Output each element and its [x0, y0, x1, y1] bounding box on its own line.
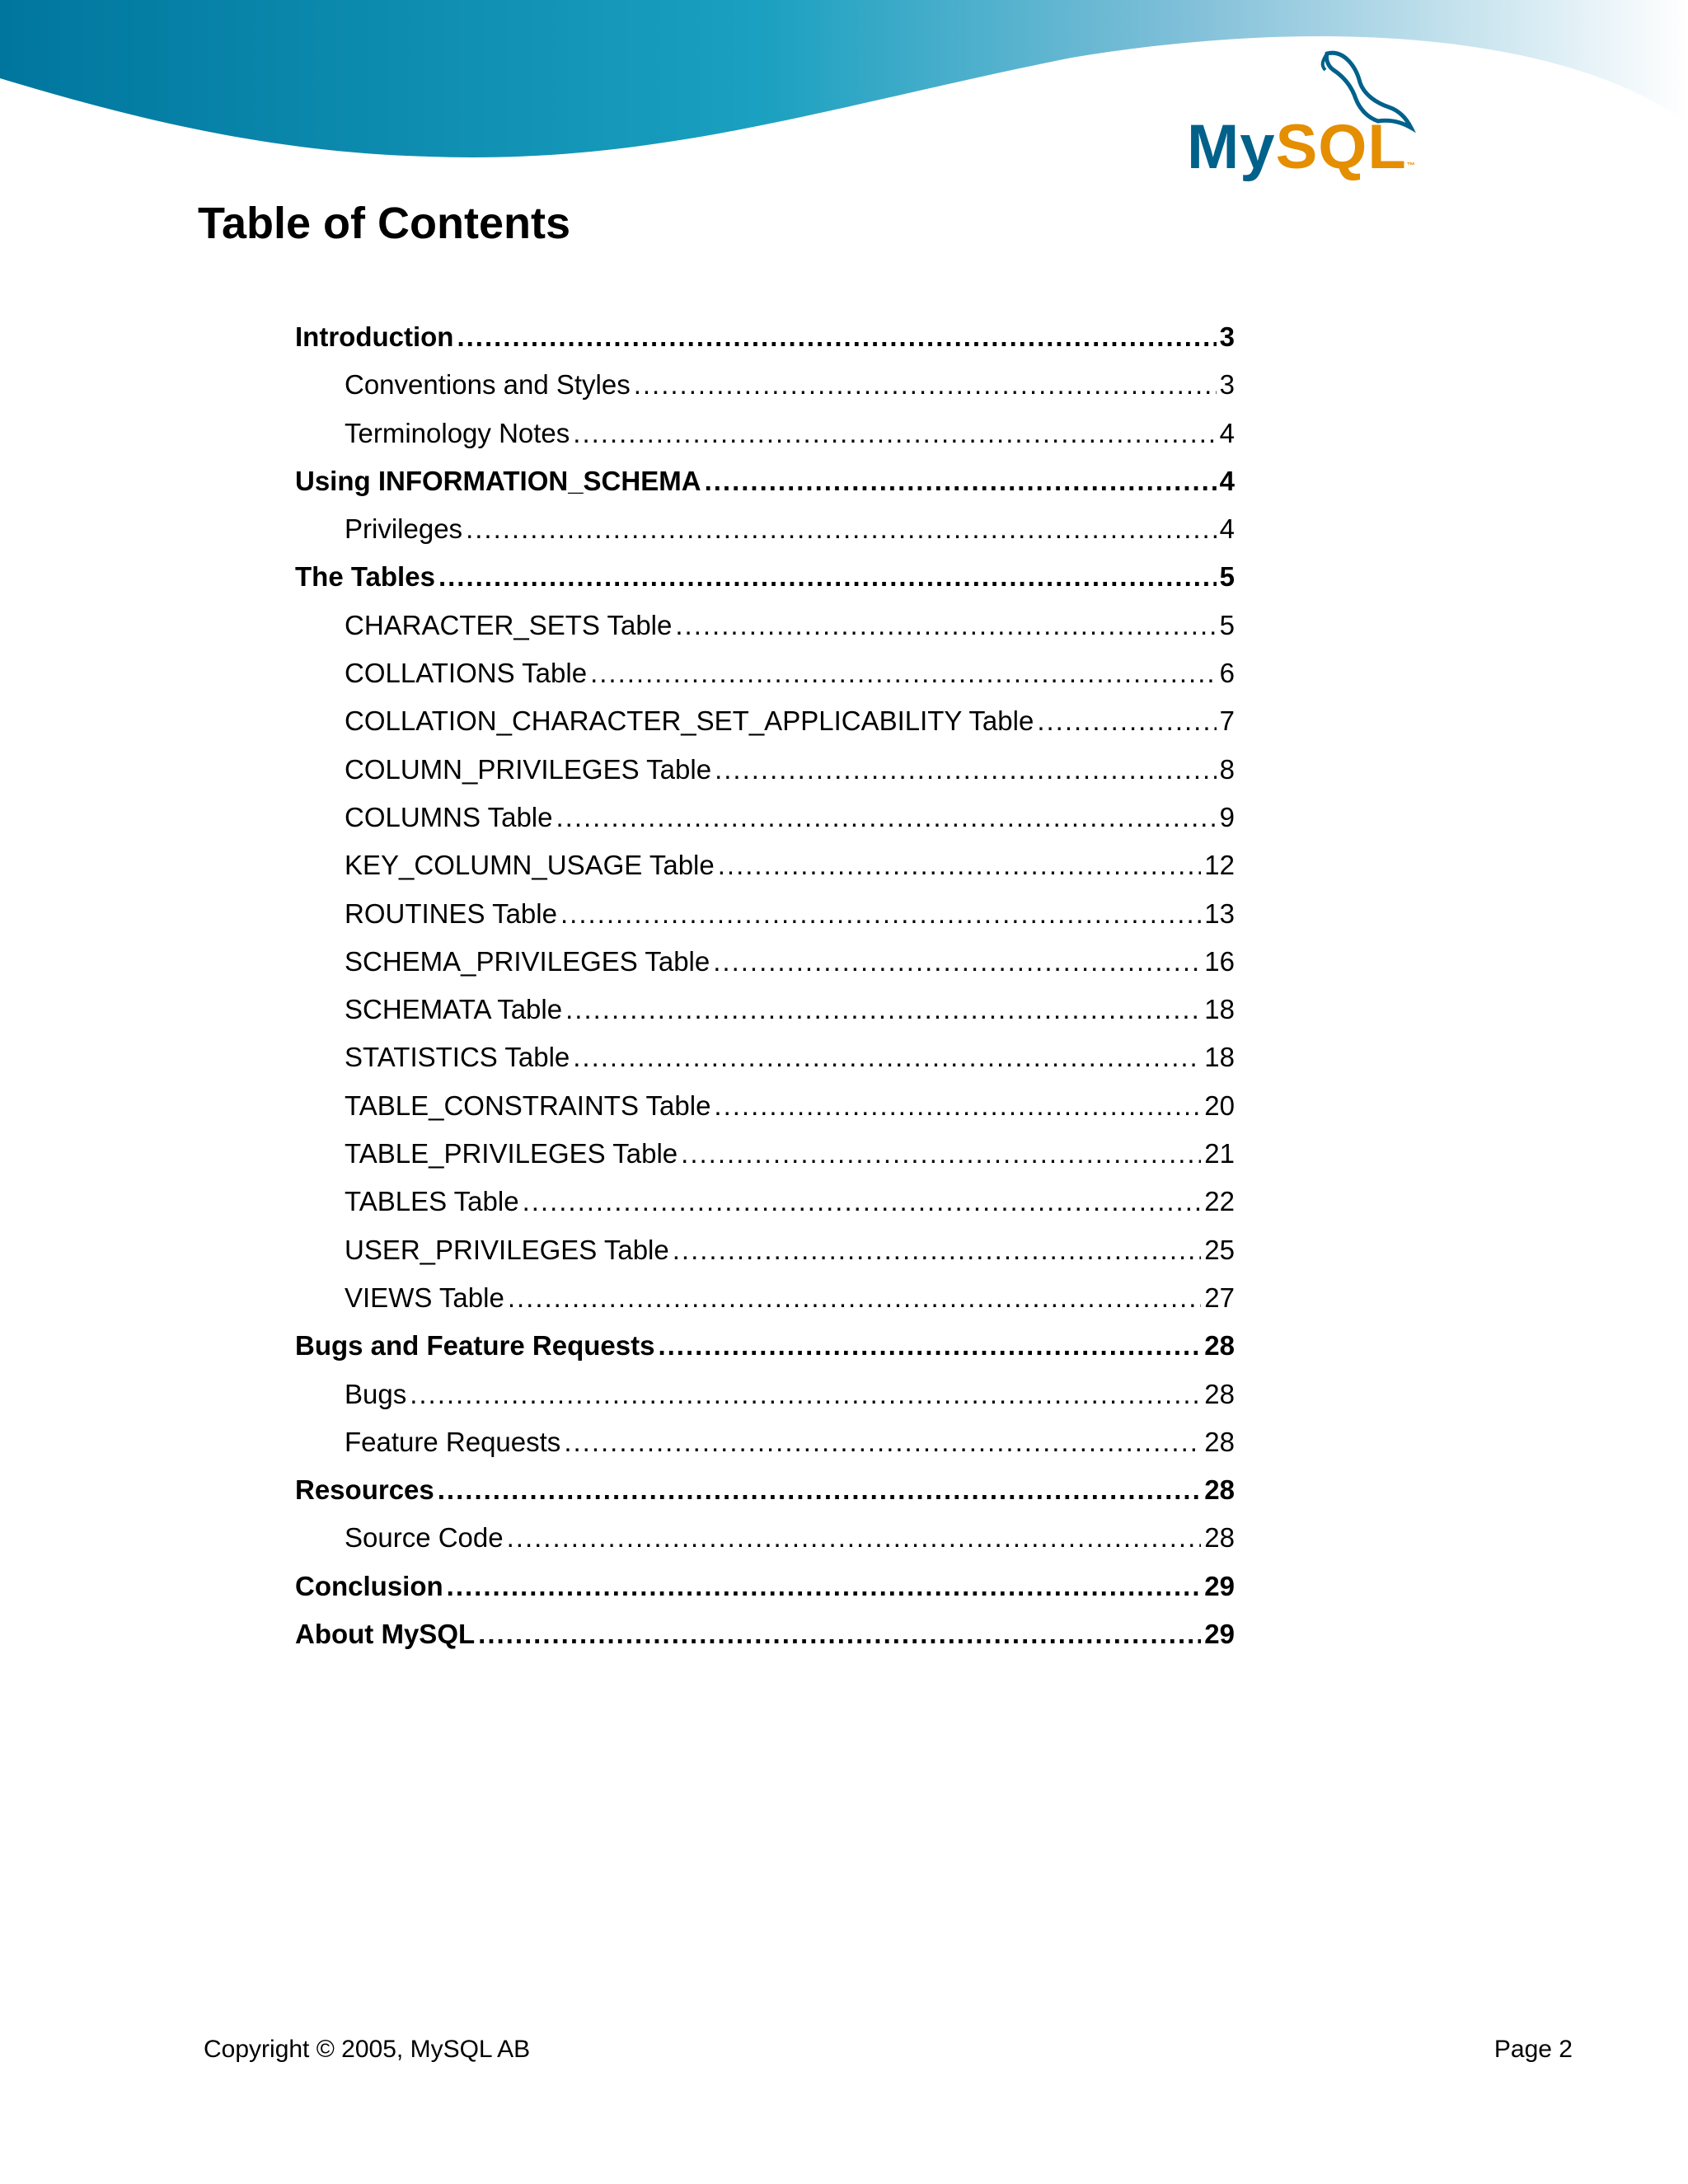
- toc-entry-title: SCHEMA_PRIVILEGES Table: [345, 945, 710, 977]
- toc-leader-dots: [573, 410, 1216, 457]
- toc-entry[interactable]: [295, 1563, 1235, 1610]
- toc-entry[interactable]: [295, 602, 1235, 649]
- logo-my: My: [1187, 112, 1276, 182]
- toc-entry-title: Resources: [295, 1474, 434, 1506]
- toc-entry[interactable]: [295, 1226, 1235, 1274]
- toc-leader-dots: [634, 361, 1217, 409]
- toc-entry-title: Bugs and Feature Requests: [295, 1330, 655, 1361]
- toc-leader-dots: [658, 1322, 1201, 1370]
- toc-entry-page: 29: [1204, 1619, 1235, 1650]
- page-title: Table of Contents: [198, 199, 570, 248]
- toc-leader-dots: [718, 841, 1202, 889]
- toc-leader-dots: [556, 794, 1216, 841]
- toc-entry-page: 3: [1219, 369, 1235, 401]
- toc-entry-title: COLLATIONS Table: [345, 658, 588, 689]
- toc-leader-dots: [478, 1610, 1201, 1658]
- logo-sql: SQL: [1275, 112, 1407, 182]
- toc-entry-page: 5: [1219, 609, 1235, 640]
- toc-entry[interactable]: [295, 746, 1235, 794]
- toc-entry-page: 6: [1219, 658, 1235, 689]
- toc-leader-dots: [507, 1514, 1202, 1562]
- toc-entry-page: 25: [1204, 1234, 1235, 1265]
- toc-entry-title: About MySQL: [295, 1619, 476, 1650]
- toc-entry-page: 20: [1204, 1090, 1235, 1121]
- toc-entry[interactable]: [295, 553, 1235, 601]
- toc-entry-page: 8: [1219, 753, 1235, 785]
- toc-leader-dots: [410, 1371, 1201, 1418]
- footer-page-number: Page 2: [1493, 2036, 1573, 2063]
- toc-entry-title: Bugs: [345, 1378, 407, 1409]
- toc-leader-dots: [466, 505, 1217, 553]
- toc-leader-dots: [1037, 697, 1216, 745]
- toc-entry-page: 5: [1219, 561, 1235, 593]
- toc-entry-page: 18: [1204, 1042, 1235, 1073]
- toc-leader-dots: [573, 1033, 1201, 1081]
- toc-entry-page: 3: [1219, 321, 1235, 352]
- toc-entry-title: Source Code: [345, 1522, 504, 1554]
- toc-entry-page: 29: [1204, 1570, 1235, 1601]
- toc-entry[interactable]: [295, 1274, 1235, 1322]
- toc-entry[interactable]: [295, 1418, 1235, 1466]
- toc-entry-title: KEY_COLUMN_USAGE Table: [345, 850, 715, 881]
- header-wave: [0, 0, 1688, 190]
- toc-entry-page: 9: [1219, 801, 1235, 832]
- toc-entry-page: 4: [1219, 417, 1235, 448]
- toc-leader-dots: [457, 313, 1216, 361]
- toc-entry-page: 28: [1204, 1378, 1235, 1409]
- toc-leader-dots: [438, 553, 1217, 601]
- toc-entry-title: Feature Requests: [345, 1426, 561, 1457]
- toc-leader-dots: [508, 1274, 1201, 1322]
- toc-entry[interactable]: [295, 1178, 1235, 1226]
- toc-entry-title: The Tables: [295, 561, 435, 593]
- toc-entry-page: 4: [1219, 465, 1235, 496]
- toc-entry[interactable]: [295, 1033, 1235, 1081]
- toc-entry[interactable]: [295, 313, 1235, 361]
- toc-entry-page: 28: [1204, 1474, 1235, 1506]
- toc-entry-title: STATISTICS Table: [345, 1042, 570, 1073]
- toc-entry-page: 28: [1204, 1522, 1235, 1554]
- toc-leader-dots: [715, 746, 1217, 794]
- toc-entry-page: 16: [1204, 945, 1235, 977]
- toc-entry[interactable]: [295, 649, 1235, 697]
- toc-entry[interactable]: [295, 794, 1235, 841]
- toc-leader-dots: [438, 1466, 1202, 1514]
- toc-entry-title: SCHEMATA Table: [345, 994, 563, 1025]
- toc-leader-dots: [565, 986, 1201, 1033]
- toc-leader-dots: [447, 1563, 1202, 1610]
- toc-entry-page: 28: [1204, 1330, 1235, 1361]
- toc-entry-title: Using INFORMATION_SCHEMA: [295, 465, 701, 496]
- toc-entry[interactable]: [295, 1610, 1235, 1658]
- logo-tm: ™: [1406, 162, 1416, 171]
- toc-entry[interactable]: [295, 1082, 1235, 1130]
- toc-entry-page: 12: [1204, 850, 1235, 881]
- toc-entry-title: Conclusion: [295, 1570, 443, 1601]
- footer-copyright: Copyright © 2005, MySQL AB: [204, 2036, 531, 2063]
- toc-entry[interactable]: [295, 1514, 1235, 1562]
- toc-leader-dots: [564, 1418, 1201, 1466]
- mysql-logo: [1187, 45, 1434, 182]
- toc-entry-title: COLLATION_CHARACTER_SET_APPLICABILITY Table: [345, 705, 1034, 737]
- toc-leader-dots: [675, 602, 1216, 649]
- toc-leader-dots: [673, 1226, 1202, 1274]
- toc-leader-dots: [714, 1082, 1201, 1130]
- toc-entry[interactable]: [295, 505, 1235, 553]
- toc-entry-page: 28: [1204, 1426, 1235, 1457]
- toc-entry-title: Privileges: [345, 513, 463, 545]
- toc-entry[interactable]: [295, 1322, 1235, 1370]
- toc-leader-dots: [705, 457, 1217, 505]
- toc-entry-title: Conventions and Styles: [345, 369, 631, 401]
- toc-entry-page: 21: [1204, 1138, 1235, 1169]
- toc-entry[interactable]: [295, 697, 1235, 745]
- toc-entry[interactable]: [295, 1130, 1235, 1178]
- toc-entry-title: CHARACTER_SETS Table: [345, 609, 673, 640]
- toc-entry[interactable]: [295, 986, 1235, 1033]
- toc-entry[interactable]: [295, 410, 1235, 457]
- toc-leader-dots: [523, 1178, 1202, 1226]
- table-of-contents: [295, 313, 1235, 1658]
- toc-entry-page: 7: [1219, 705, 1235, 737]
- toc-entry-title: TABLE_CONSTRAINTS Table: [345, 1090, 711, 1121]
- toc-entry-page: 22: [1204, 1186, 1235, 1217]
- toc-entry[interactable]: [295, 890, 1235, 938]
- toc-entry-title: USER_PRIVILEGES Table: [345, 1234, 669, 1265]
- toc-entry[interactable]: [295, 1466, 1235, 1514]
- toc-entry-title: COLUMN_PRIVILEGES Table: [345, 753, 712, 785]
- toc-leader-dots: [713, 938, 1201, 986]
- toc-entry-page: 27: [1204, 1282, 1235, 1313]
- toc-entry-title: TABLE_PRIVILEGES Table: [345, 1138, 678, 1169]
- toc-entry-title: Introduction: [295, 321, 454, 352]
- toc-entry-page: 18: [1204, 994, 1235, 1025]
- toc-entry-page: 4: [1219, 513, 1235, 545]
- toc-leader-dots: [560, 890, 1201, 938]
- toc-entry-title: VIEWS Table: [345, 1282, 504, 1313]
- toc-entry[interactable]: [295, 938, 1235, 986]
- toc-entry-page: 13: [1204, 898, 1235, 929]
- toc-leader-dots: [681, 1130, 1201, 1178]
- toc-entry[interactable]: [295, 457, 1235, 505]
- toc-entry[interactable]: [295, 361, 1235, 409]
- toc-entry-title: Terminology Notes: [345, 417, 570, 448]
- toc-entry[interactable]: [295, 1371, 1235, 1418]
- toc-entry-title: ROUTINES Table: [345, 898, 557, 929]
- toc-entry-title: COLUMNS Table: [345, 801, 553, 832]
- toc-entry-title: TABLES Table: [345, 1186, 519, 1217]
- toc-leader-dots: [590, 649, 1217, 697]
- toc-entry[interactable]: [295, 841, 1235, 889]
